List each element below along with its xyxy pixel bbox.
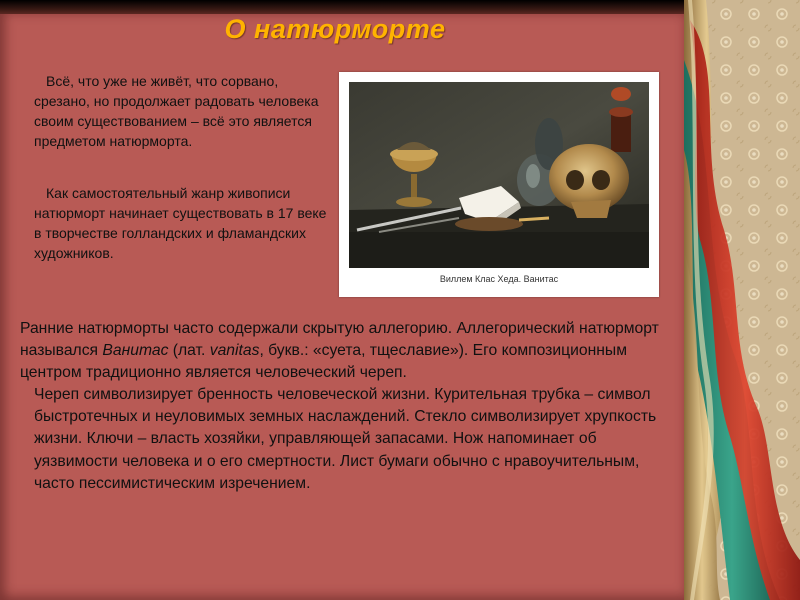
painting-caption: Виллем Клас Хеда. Ванитас (439, 274, 559, 284)
main-text-part-3: , букв.: «суета, тщеславие»). Его композиционным центром традиционно является человеческий череп. (20, 342, 627, 382)
main-paragraph-1 (20, 318, 670, 384)
painting-image (349, 82, 649, 268)
main-paragraph-2: Череп символизирует бренность человеческой жизни. Курительная трубка – символ быстротечных и неуловимых земных наслаждений. Стекло символизирует хрупкость жизни. Ключи – власть хозяйки, управляющей запасами. Нож напоминает об уязвимости человека и о его смертности. Лист бумаги обычно с нравоучительным, часто пессимистическим изречением. (34, 386, 657, 492)
main-text-part-1: Ранние натюрморты часто содержали скрытую аллегорию. Аллегорический натюрморт назывался (20, 320, 659, 360)
main-text (20, 318, 670, 495)
term-vanitas-ru: Ванитас (102, 342, 169, 360)
decorative-side-panel (684, 0, 800, 600)
intro-text-1: Всё, что уже не живёт, что сорвано, срезано, но продолжает радовать человека своим существованием – всё это является предметом натюрморта. (34, 73, 319, 149)
intro-paragraph-2 (34, 183, 329, 263)
painting-figure (339, 72, 659, 297)
intro-paragraph-1 (34, 71, 329, 151)
term-vanitas-lat: vanitas (209, 342, 260, 360)
slide-title: О натюрморте (224, 14, 446, 44)
intro-text-2: Как самостоятельный жанр живописи натюрморт начинает существовать в 17 веке в творчестве голландских и фламандских художников. (34, 185, 327, 261)
main-text-part-2: (лат. (168, 342, 210, 360)
